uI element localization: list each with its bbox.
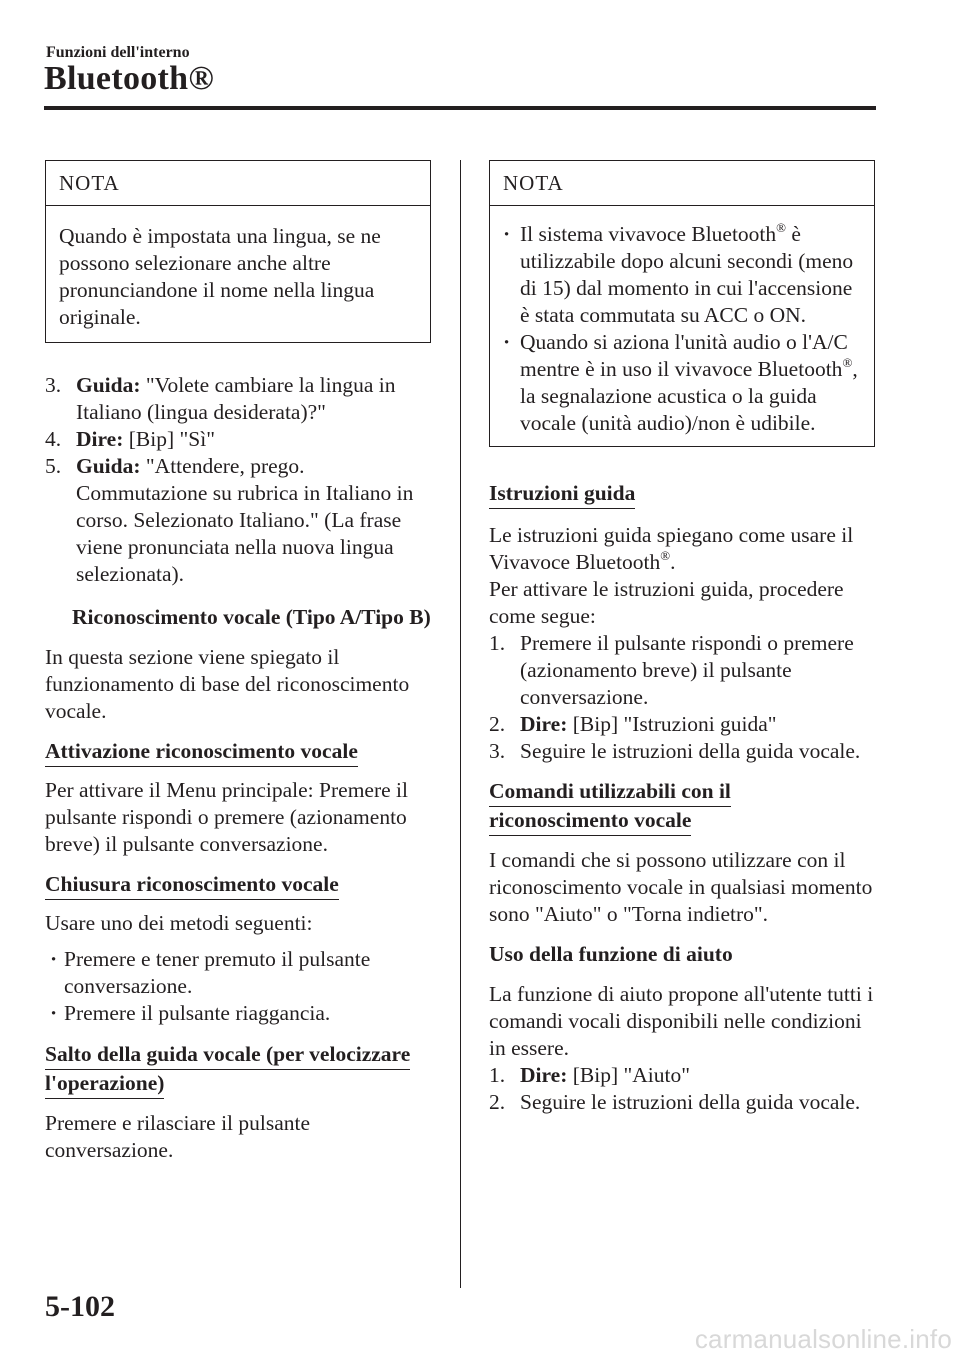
page-title: Bluetooth® [44,60,215,97]
step-text: [Bip] "Aiuto" [567,1063,691,1087]
note-bullet [503,221,860,329]
step-number: 1. [489,1063,506,1087]
step-text: [Bip] "Sì" [123,427,215,451]
note-text: Quando è impostata una lingua, se ne possono selezionare anche altre pronunciandone il nome nella lingua originale. [59,224,381,329]
page-number: 5-102 [45,1290,115,1323]
step-number: 3. [489,739,506,763]
guide-text-2: Per attivare le istruzioni guida, procedere come segue: [489,577,844,628]
subsection-help [489,941,877,1116]
step-item [45,453,433,588]
help-text: La funzione di aiuto propone all'utente tutti i comandi vocali disponibili nelle condizioni in essere. [489,982,874,1060]
step-number: 2. [489,1090,506,1114]
column-divider [460,160,461,1288]
note-body [46,206,430,342]
step-item [489,1089,877,1116]
note-box-right [489,160,875,447]
step-item [489,630,877,711]
step-text: "Attendere, prego. Commutazione su rubrica in Italiano in corso. Selezionato Italiano." (La frase viene pronunciata nella nuova lingua selezionata). [76,454,414,586]
subsection-guide [489,480,877,765]
note-bullet-text: , la segnalazione acustica o la guida vocale (unità audio)/non è udibile. [520,357,858,435]
subheading-activation: Attivazione riconoscimento vocale [45,738,358,767]
step-item [489,711,877,738]
activation-text: Per attivare il Menu principale: Premere il pulsante rispondi o premere (azionamento breve) il pulsante conversazione. [45,778,408,856]
closing-bullets [45,946,433,1027]
step-text: Seguire le istruzioni della guida vocale. [520,739,861,763]
subsection-commands [489,778,877,928]
step-label: Guida: [76,373,141,397]
bullet-item: · Premere e tener premuto il pulsante conversazione. [45,946,433,1000]
section-label: Funzioni dell'interno [46,44,190,61]
commands-text: I comandi che si possono utilizzare con il riconoscimento vocale in qualsiasi momento sono "Aiuto" o "Torna indietro". [489,848,873,926]
subheading-skip-line2: l'operazione) [45,1070,164,1099]
registered-mark: ® [660,547,671,563]
step-list-left [45,372,433,588]
step-label: Dire: [76,427,124,451]
note-body [490,206,874,446]
note-heading: NOTA [490,161,874,206]
step-text: [Bip] "Istruzioni guida" [567,712,777,736]
skip-text: Premere e rilasciare il pulsante conversazione. [45,1111,311,1162]
note-heading: NOTA [46,161,430,206]
note-bullet [503,329,860,437]
step-label: Guida: [76,454,141,478]
closing-text: Usare uno dei metodi seguenti: [45,911,313,935]
note-bullet-text: Quando si aziona l'unità audio o l'A/C mentre è in uso il vivavoce Bluetooth [520,330,848,381]
subheading-help: Uso della funzione di aiuto [489,942,733,966]
right-column [489,160,877,1116]
note-box-left [45,160,431,343]
guide-text-a: Le istruzioni guida spiegano come usare il Vivavoce Bluetooth [489,523,854,574]
step-number: 5. [45,454,62,478]
section-heading-voice-recognition: Riconoscimento vocale (Tipo A/Tipo B) [72,605,431,629]
step-text: Premere il pulsante rispondi o premere (azionamento breve) il pulsante conversazione. [520,631,854,709]
step-item [45,426,433,453]
step-label: Dire: [520,1063,568,1087]
subheading-closing: Chiusura riconoscimento vocale [45,871,339,900]
note-bullet-text: è utilizzabile dopo alcuni secondi (meno di 15) dal momento in cui l'accensione è stata commutata su ACC o ON. [520,222,854,327]
step-number: 2. [489,712,506,736]
step-number: 1. [489,631,506,655]
watermark: carmanualsonline.info [694,1324,952,1354]
registered-mark: ® [776,219,787,235]
step-text: "Volete cambiare la lingua in Italiano (lingua desiderata)?" [76,373,396,424]
step-text: Seguire le istruzioni della guida vocale. [520,1090,861,1114]
note-bullet-text: Il sistema vivavoce Bluetooth [520,222,777,246]
bullet-item: · Premere il pulsante riaggancia. [45,1000,433,1027]
subsection-skip [45,1041,433,1164]
subheading-commands-line1: Comandi utilizzabili con il [489,778,731,807]
step-item [489,1062,877,1089]
intro-paragraph: In questa sezione viene spiegato il funzionamento di base del riconoscimento vocale. [45,645,410,723]
subheading-commands-line2: riconoscimento vocale [489,807,691,836]
step-item [489,738,877,765]
note-bullets [503,221,860,437]
subheading-guide: Istruzioni guida [489,480,635,509]
step-number: 3. [45,373,62,397]
left-column [45,160,433,1164]
subsection-activation [45,738,433,858]
registered-mark: ® [842,354,853,370]
step-number: 4. [45,427,62,451]
step-item [45,372,433,426]
step-label: Dire: [520,712,568,736]
guide-text-b: . [670,550,676,574]
guide-steps [489,630,877,765]
subsection-closing [45,871,433,1027]
guide-text [489,522,877,576]
help-steps [489,1062,877,1116]
subheading-skip-line1: Salto della guida vocale (per velocizzare [45,1041,410,1070]
header-rule [44,106,876,110]
